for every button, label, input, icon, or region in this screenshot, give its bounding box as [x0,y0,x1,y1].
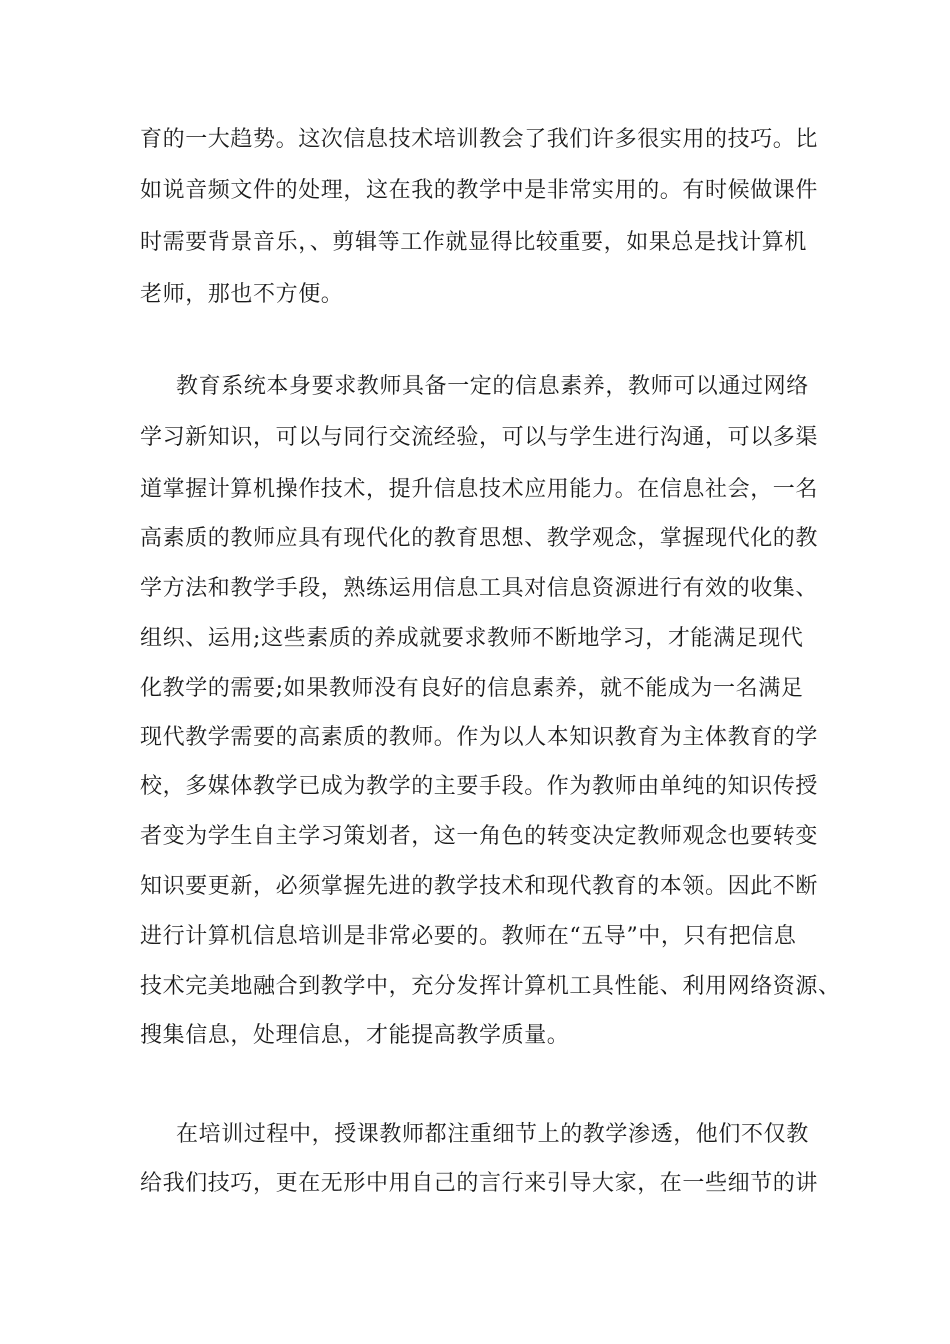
paragraph-2-line-12: 进行计算机信息培训是非常必要的。教师在“五导”中，只有把信息 [140,924,797,949]
paragraph-2-line-2: 学习新知识，可以与同行交流经验，可以与学生进行沟通，可以多渠 [140,425,819,450]
paragraph-2-line-3: 道掌握计算机操作技术，提升信息技术应用能力。在信息社会，一名 [140,477,819,502]
paragraph-2-line-7: 化教学的需要;如果教师没有良好的信息素养，就不能成为一名满足 [140,676,804,701]
paragraph-2-line-6: 组织、运用;这些素质的养成就要求教师不断地学习，才能满足现代 [140,626,804,651]
paragraph-1-line-2: 如说音频文件的处理，这在我的教学中是非常实用的。有时候做课件 [140,178,819,203]
paragraph-2-line-9: 校，多媒体教学已成为教学的主要手段。作为教师由单纯的知识传授 [140,774,819,799]
paragraph-1-line-1: 育的一大趋势。这次信息技术培训教会了我们许多很实用的技巧。比 [140,127,819,152]
paragraph-1-line-4: 老师，那也不方便。 [140,282,344,307]
paragraph-2-line-5: 学方法和教学手段，熟练运用信息工具对信息资源进行有效的收集、 [140,576,819,601]
paragraph-2-line-14: 搜集信息，处理信息，才能提高教学质量。 [140,1023,570,1048]
paragraph-2-line-11: 知识要更新，必须掌握先进的教学技术和现代教育的本领。因此不断 [140,874,819,899]
paragraph-2-line-13: 技术完美地融合到教学中，充分发挥计算机工具性能、利用网络资源、 [140,974,841,999]
paragraph-3-line-1: 在培训过程中，授课教师都注重细节上的教学渗透，他们不仅教 [176,1122,809,1147]
paragraph-2-line-10: 者变为学生自主学习策划者，这一角色的转变决定教师观念也要转变 [140,824,819,849]
paragraph-3-line-2: 给我们技巧，更在无形中用自己的言行来引导大家，在一些细节的讲 [140,1171,819,1196]
paragraph-2-line-1: 教育系统本身要求教师具备一定的信息素养，教师可以通过网络 [176,374,809,399]
paragraph-2-line-4: 高素质的教师应具有现代化的教育思想、教学观念，掌握现代化的教 [140,526,819,551]
paragraph-1-line-3: 时需要背景音乐，、剪辑等工作就显得比较重要，如果总是找计算机 [140,230,808,255]
paragraph-2-line-8: 现代教学需要的高素质的教师。作为以人本知识教育为主体教育的学 [140,725,819,750]
